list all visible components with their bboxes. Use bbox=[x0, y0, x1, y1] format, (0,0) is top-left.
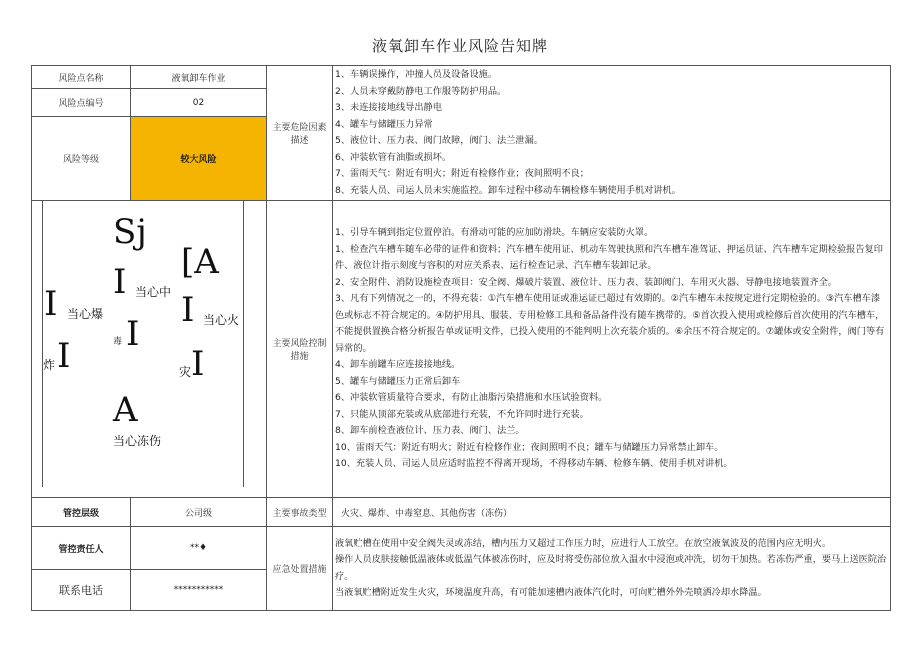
sign-glyph: I bbox=[191, 344, 205, 384]
sign-caption: 炸 bbox=[43, 358, 56, 372]
phone-label: 联系电话 bbox=[32, 570, 131, 611]
hazard-item: 1、车辆误操作，冲撞人员及设备设施。 bbox=[335, 69, 498, 80]
sign-glyph: [A bbox=[181, 242, 219, 282]
accident-label: 主要事故类型 bbox=[267, 498, 333, 527]
sign-caption: 灾 bbox=[179, 365, 192, 379]
page-title: 液氧卸车作业风险告知牌 bbox=[371, 37, 548, 55]
sign-glyph: I bbox=[57, 336, 71, 376]
hazard-item: 7、雷雨天气：附近有明火；附近有检修作业；夜间照明不良； bbox=[335, 168, 589, 179]
sign-caption: 当心中 bbox=[135, 285, 172, 299]
risk-notice-table bbox=[31, 65, 891, 611]
hazard-item: 6、冲装软管有油脂或损坏。 bbox=[335, 151, 452, 163]
phone-value: *********** bbox=[131, 570, 267, 611]
hazard-item: 8、充装人员、司运人员未实施监控。卸车过程中移动车辆检修车辆使用手机对讲机。 bbox=[335, 184, 681, 196]
control-label: 主要风险控制措施 bbox=[267, 201, 333, 498]
control-item: 8、卸车前检查液位计、压力表、阀门、法兰。 bbox=[335, 425, 525, 437]
hazard-list bbox=[333, 66, 891, 201]
name-value: 液氧卸车作业 bbox=[131, 66, 267, 89]
control-item: 4、卸车前罐车应连接接地线。 bbox=[335, 359, 461, 371]
tier-value: 公司级 bbox=[131, 498, 267, 527]
emergency-label: 应急处置措施 bbox=[267, 527, 333, 611]
control-item: 10、充装人员、司运人员应适时监控不得离开现场，不得移动车辆、检修车辆、使用手机对讲机。 bbox=[335, 458, 733, 470]
control-item: 1、检查汽车槽车随车必带的证件和资料；汽车槽车使用证、机动车驾驶执照和汽车槽车准驾证、押运员证、汽车槽车定期检验报告复印件、液位计指示刻度与容积的对应关系表、运行检查记录、汽车槽车装卸记录。 bbox=[335, 243, 883, 272]
warning-signs-panel bbox=[32, 201, 267, 498]
sign-glyph: I bbox=[181, 290, 195, 330]
accident-value: 火灾、爆炸、中毒窒息、其他伤害（冻伤） bbox=[333, 498, 891, 527]
control-item: 2、安全附件、消防设施检查项目：安全阀、爆破片装置、液位计、压力表、装卸阀门、车用灭火器、导静电接地装置齐全。 bbox=[335, 276, 837, 288]
sign-glyph: I bbox=[44, 284, 58, 324]
control-item: 6、冲装软管质量符合要求，有防止油脂污染措施和水压试验资料。 bbox=[335, 392, 608, 404]
emergency-item: 当液氧贮槽附近发生火灾，环境温度升高，有可能加速槽内液体汽化时，可向贮槽外外壳喷洒冷却水降温。 bbox=[335, 587, 767, 598]
warning-signs-box bbox=[42, 201, 244, 487]
control-item: 3、凡有下列情况之一的，不得充装：①汽车槽车使用证或准运证已超过有效期的。②汽车槽车未按规定进行定期检验的。③汽车槽车漆色或标志不符合规定的。④防护用具、服装、专用检修工具和备品备件没有随车携带的。⑤首次投入使用或检修后首次使用的汽车槽车，不能提供置换合格分析报告单或证明文件，已投入使用的不能判明上次充装介质的。⑥余压不符合规定的。⑦罐体或安全附件，阀门等有异常的。 bbox=[335, 293, 885, 354]
hazard-item: 2、人员未穿戴防静电工作服等防护用品。 bbox=[335, 85, 507, 97]
sign-caption: 当心火 bbox=[203, 313, 240, 327]
level-label: 风险等级 bbox=[32, 117, 131, 201]
hazard-item: 3、未连接接地线导出静电 bbox=[335, 102, 442, 113]
control-item: 7、只能从顶部充装或从底部进行充装，不允许同时进行充装。 bbox=[335, 408, 589, 420]
control-list bbox=[333, 201, 891, 498]
hazard-item: 5、液位计、压力表、阀门故障，阀门、法兰泄漏。 bbox=[335, 135, 543, 146]
owner-value: **♦ bbox=[131, 527, 267, 570]
control-item: 1、引导车辆到指定位置停泊。有滑动可能的应加防滑块。车辆应安装防火罩。 bbox=[335, 227, 654, 239]
emergency-item: 操作人员皮肤接触低温液体或低温气体被冻伤时，应及时将受伤部位放入温水中浸泡或冲洗，切勿干加热。若冻伤严重，要马上送医院治疗。 bbox=[335, 554, 887, 582]
sign-glyph: I bbox=[126, 314, 140, 354]
sign-caption: 毒 bbox=[113, 337, 123, 347]
code-value: 02 bbox=[131, 89, 267, 117]
sign-caption: 当心爆 bbox=[67, 307, 104, 321]
emergency-list bbox=[333, 527, 891, 611]
control-item: 5、罐车与储罐压力正常后卸车 bbox=[335, 375, 461, 387]
name-label: 风险点名称 bbox=[32, 66, 131, 89]
sign-glyph: I bbox=[113, 262, 127, 302]
emergency-item: 液氧贮槽在使用中安全阀失灵或冻结，槽内压力又超过工作压力时，应进行人工放空。在放空液氧波及的范围内应无明火。 bbox=[335, 537, 832, 549]
sign-glyph: Sj bbox=[113, 212, 147, 252]
control-item: 10、雷雨天气：附近有明火；附近有检修作业；夜间照明不良；罐车与储罐压力异常禁止卸车。 bbox=[335, 441, 724, 453]
hazard-item: 4、罐车与储罐压力异常 bbox=[335, 118, 433, 130]
sign-glyph: A bbox=[113, 390, 138, 430]
risk-level-badge: 较大风险 bbox=[131, 117, 267, 201]
sign-caption: 当心冻伤 bbox=[113, 434, 162, 448]
owner-label: 管控责任人 bbox=[32, 527, 131, 570]
tier-label: 管控层级 bbox=[32, 498, 131, 527]
hazard-label: 主要危险因素描述 bbox=[267, 66, 333, 201]
code-label: 风险点编号 bbox=[32, 89, 131, 117]
